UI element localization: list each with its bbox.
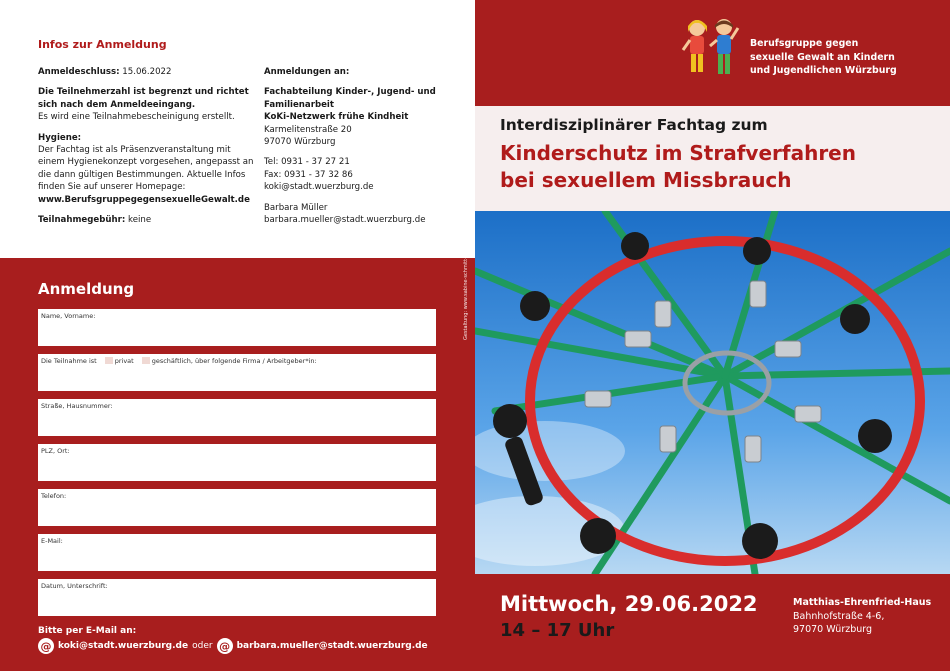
business-checkbox[interactable] [142,357,150,364]
hygiene-label: Hygiene: [38,132,82,143]
kids-logo-icon [680,14,742,84]
fee: Teilnahmegebühr: keine [38,215,152,226]
tel: Tel: 0931 - 37 27 21 [264,157,350,168]
deadline: Anmeldeschluss: 15.06.2022 [38,67,172,77]
reg-to-label: Anmeldungen an: [264,67,350,77]
info-title: Infos zur Anmeldung [38,38,167,51]
network: KoKi-Netzwerk frühe Kindheit [264,112,409,123]
info-column-right [264,66,464,226]
organization-name: Berufsgruppe gegen sexuelle Gewalt an Kindern und Jugendlichen Würzburg [750,38,897,76]
photo-credit: Gestaltung: www.sabine-schmitt-design.de Foto: Tilman Ehrcke · stock.adobe.com [463,134,469,340]
event-venue: Matthias-Ehrenfried-Haus Bahnhofstraße 4-6, 97070 Würzburg [793,597,932,635]
participation-field[interactable]: Die Teilnahme ist privat geschäftlich, über folgende Firma / Arbeitgeber*in: [38,354,436,391]
registration-title: Anmeldung [38,280,135,298]
email-link-barbara[interactable]: barbara.mueller@stadt.wuerzburg.de [236,641,428,651]
certificate-note: Es wird eine Teilnahmebescheinigung erstellt. [38,112,235,123]
email-link-koki[interactable]: koki@stadt.wuerzburg.de [58,641,189,651]
private-checkbox[interactable] [105,357,113,364]
fax: Fax: 0931 - 37 32 86 [264,169,353,180]
street: Karmelitenstraße 20 [264,124,352,135]
email-barbara[interactable]: barbara.mueller@stadt.wuerzburg.de [264,215,426,226]
at-icon: @ [217,638,233,654]
contact-name: Barbara Müller [264,202,328,213]
rope-net-image [475,211,950,574]
email-links: @ koki@stadt.wuerzburg.de oder @ barbara.mueller@stadt.wuerzburg.de [38,638,428,654]
email-koki[interactable]: koki@stadt.wuerzburg.de [264,182,374,193]
event-subtitle: Interdisziplinärer Fachtag zum [500,116,768,134]
department: Fachabteilung Kinder-, Jugend- und Familienarbeit [264,87,436,110]
event-date: Mittwoch, 29.06.2022 [500,592,758,616]
info-column-left [38,66,258,226]
phone-field[interactable]: Telefon: [38,489,436,526]
homepage-link[interactable]: www.BerufsgruppegegensexuelleGewalt.de [38,194,250,205]
limit-note: Die Teilnehmerzahl ist begrenzt und richtet sich nach dem Anmeldeeingang. [38,87,249,110]
plz-field[interactable]: PLZ, Ort: [38,444,436,481]
hygiene-text: Der Fachtag ist als Präsenzveranstaltung mit einem Hygienekonzept vorgesehen, angepasst an die dann gültigen Bestimmungen. Aktuelle Infos finden Sie auf unserer Homepage: [38,145,254,193]
signature-field[interactable]: Datum, Unterschrift: [38,579,436,616]
rope-net-photo [475,211,950,574]
event-title: Kinderschutz im Strafverfahren bei sexuellem Missbrauch [500,141,856,192]
at-icon: @ [38,638,54,654]
email-instruction: Bitte per E-Mail an: [38,626,137,636]
name-field[interactable]: Name, Vorname: [38,309,436,346]
city: 97070 Würzburg [264,137,336,148]
event-time: 14 – 17 Uhr [500,620,615,641]
email-field[interactable]: E-Mail: [38,534,436,571]
street-field[interactable]: Straße, Hausnummer: [38,399,436,436]
